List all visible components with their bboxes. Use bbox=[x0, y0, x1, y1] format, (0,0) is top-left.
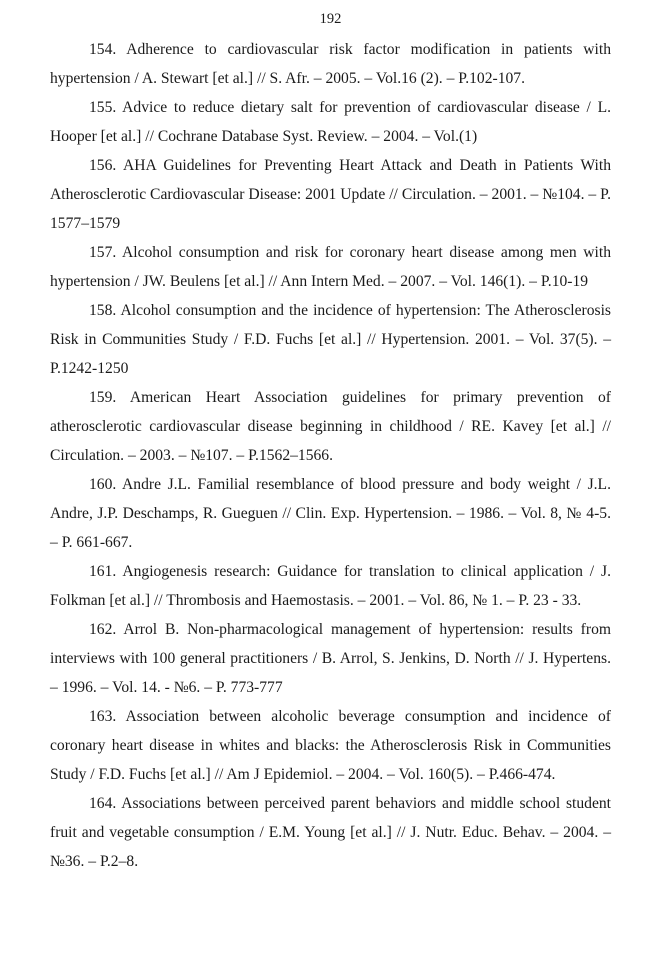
reference-text: AHA Guidelines for Preventing Heart Attack and Death in Patients With Atherosclerotic Cardiovascular Disease: 2001 Update // Circulation. – 2001. – №104. – P. 1577–1579 bbox=[50, 157, 611, 232]
reference-item bbox=[50, 702, 611, 789]
reference-item bbox=[50, 93, 611, 151]
reference-number: 157. bbox=[89, 244, 117, 261]
reference-text: Association between alcoholic beverage consumption and incidence of coronary heart disease in whites and blacks: the Atherosclerosis Risk in Communities Study / F.D. Fuchs [et al.] // Am J Epidemiol. – 2004. – Vol. 160(5). – P.466-474. bbox=[50, 708, 611, 783]
reference-number: 162. bbox=[89, 621, 117, 638]
reference-item bbox=[50, 615, 611, 702]
reference-text: Alcohol consumption and the incidence of hypertension: The Atherosclerosis Risk in Communities Study / F.D. Fuchs [et al.] // Hypertension. 2001. – Vol. 37(5). – P.1242-1250 bbox=[50, 302, 611, 377]
reference-text: Associations between perceived parent behaviors and middle school student fruit and vegetable consumption / E.M. Young [et al.] // J. Nutr. Educ. Behav. – 2004. – №36. – P.2–8. bbox=[50, 795, 611, 870]
reference-item bbox=[50, 238, 611, 296]
page-number: 192 bbox=[319, 11, 342, 27]
reference-text: Arrol B. Non-pharmacological management of hypertension: results from interviews with 100 general practitioners / B. Arrol, S. Jenkins, D. North // J. Hypertens. – 1996. – Vol. 14. - №6. – P. 773-777 bbox=[50, 621, 611, 696]
reference-number: 156. bbox=[89, 157, 117, 174]
reference-item bbox=[50, 789, 611, 876]
reference-list bbox=[50, 35, 611, 876]
reference-text: Angiogenesis research: Guidance for translation to clinical application / J. Folkman [et al.] // Thrombosis and Haemostasis. – 2001. – Vol. 86, № 1. – P. 23 - 33. bbox=[50, 563, 611, 609]
reference-number: 164. bbox=[89, 795, 117, 812]
reference-text: American Heart Association guidelines for primary prevention of atherosclerotic cardiovascular disease beginning in childhood / RE. Kavey [et al.] // Circulation. – 2003. – №107. – P.1562–1566. bbox=[50, 389, 611, 464]
reference-text: Andre J.L. Familial resemblance of blood pressure and body weight / J.L. Andre, J.P. Deschamps, R. Gueguen // Clin. Exp. Hypertension. – 1986. – Vol. 8, № 4-5. – P. 661-667. bbox=[50, 476, 611, 551]
reference-number: 154. bbox=[89, 41, 117, 58]
reference-item bbox=[50, 470, 611, 557]
reference-text: Advice to reduce dietary salt for prevention of cardiovascular disease / L. Hooper [et al.] // Cochrane Database Syst. Review. – 2004. – Vol.(1) bbox=[50, 99, 611, 145]
reference-item bbox=[50, 383, 611, 470]
reference-number: 159. bbox=[89, 389, 117, 406]
reference-item bbox=[50, 557, 611, 615]
reference-number: 163. bbox=[89, 708, 117, 725]
reference-number: 161. bbox=[89, 563, 117, 580]
reference-number: 158. bbox=[89, 302, 117, 319]
reference-text: Alcohol consumption and risk for coronary heart disease among men with hypertension / JW. Beulens [et al.] // Ann Intern Med. – 2007. – Vol. 146(1). – P.10-19 bbox=[50, 244, 612, 290]
reference-item bbox=[50, 151, 611, 238]
reference-item bbox=[50, 35, 611, 93]
reference-number: 160. bbox=[89, 476, 117, 493]
reference-text: Adherence to cardiovascular risk factor modification in patients with hypertension / A. Stewart [et al.] // S. Afr. – 2005. – Vol.16 (2). – P.102-107. bbox=[50, 41, 612, 87]
reference-number: 155. bbox=[89, 99, 117, 116]
reference-item bbox=[50, 296, 611, 383]
